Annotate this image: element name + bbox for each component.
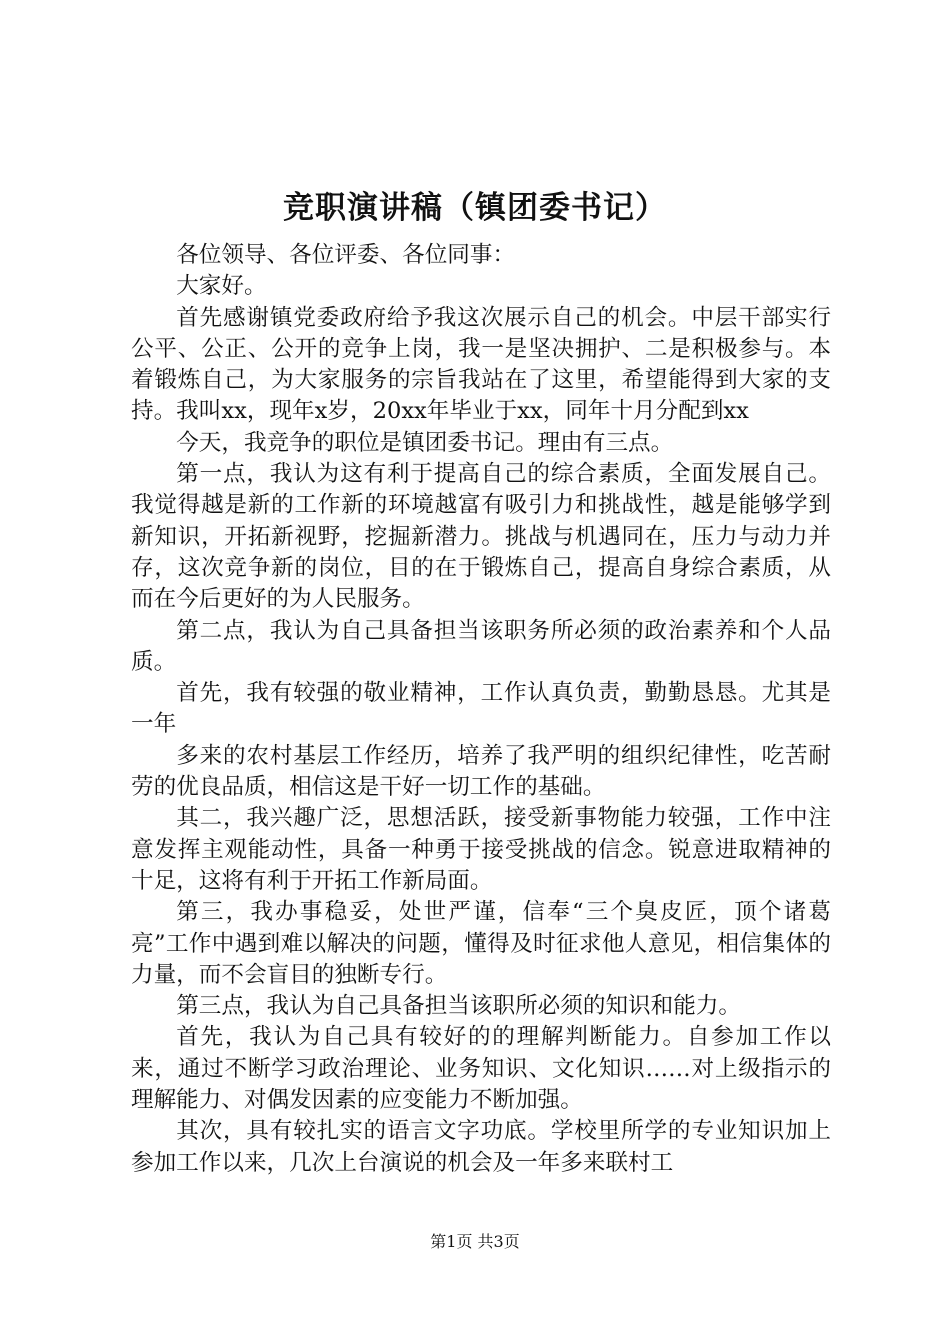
paragraph: 第二点，我认为自己具备担当该职务所必须的政治素养和个人品质。 — [131, 617, 831, 675]
paragraph: 首先，我有较强的敬业精神，工作认真负责，勤勤恳恳。尤其是一年 — [131, 680, 831, 738]
paragraph: 各位领导、各位评委、各位同事： — [176, 242, 516, 268]
page-footer: 第1页 共3页 — [430, 1232, 520, 1251]
document-body — [131, 240, 831, 1179]
paragraph: 首先感谢镇党委政府给予我这次展示自己的机会。中层干部实行公平、公正、公开的竞争上岗，我一是坚决拥护、二是积极参与。本着锻炼自己，为大家服务的宗旨我站在了这里，希望能得到大家的支持。我叫xx，现年x岁，20xx年毕业于xx，同年十月分配到xx — [131, 304, 831, 425]
paragraph: 今天，我竞争的职位是镇团委书记。理由有三点。 — [176, 429, 674, 456]
paragraph: 第一点，我认为这有利于提高自己的综合素质，全面发展自己。我觉得越是新的工作新的环境越富有吸引力和挑战性，越是能够学到新知识，开拓新视野，挖掘新潜力。挑战与机遇同在，压力与动力并存，这次竞争新的岗位，目的在于锻炼自己，提高自身综合素质，从而在今后更好的为人民服务。 — [131, 461, 831, 613]
paragraph: 多来的农村基层工作经历，培养了我严明的组织纪律性，吃苦耐劳的优良品质，相信这是干好一切工作的基础。 — [131, 742, 831, 801]
paragraph: 第三，我办事稳妥，处世严谨，信奉“三个臭皮匠，顶个诸葛亮”工作中遇到难以解决的问题，懂得及时征求他人意见，相信集体的力量，而不会盲目的独断专行。 — [131, 899, 831, 988]
paragraph: 首先，我认为自己具有较好的的理解判断能力。自参加工作以来，通过不断学习政治理论、业务知识、文化知识……对上级指示的理解能力、对偶发因素的应变能力不断加强。 — [131, 1024, 831, 1114]
document-title: 竞职演讲稿（镇团委书记） — [283, 190, 667, 226]
paragraph: 其二，我兴趣广泛，思想活跃，接受新事物能力较强，工作中注意发挥主观能动性，具备一种勇于接受挑战的信念。锐意进取精神的十足，这将有利于开拓工作新局面。 — [131, 805, 831, 894]
paragraph: 大家好。 — [176, 273, 267, 300]
paragraph: 第三点，我认为自己具备担当该职所必须的知识和能力。 — [176, 993, 742, 1020]
paragraph: 其次，具有较扎实的语言文字功底。学校里所学的专业知识加上参加工作以来，几次上台演说的机会及一年多来联村工 — [131, 1118, 831, 1176]
